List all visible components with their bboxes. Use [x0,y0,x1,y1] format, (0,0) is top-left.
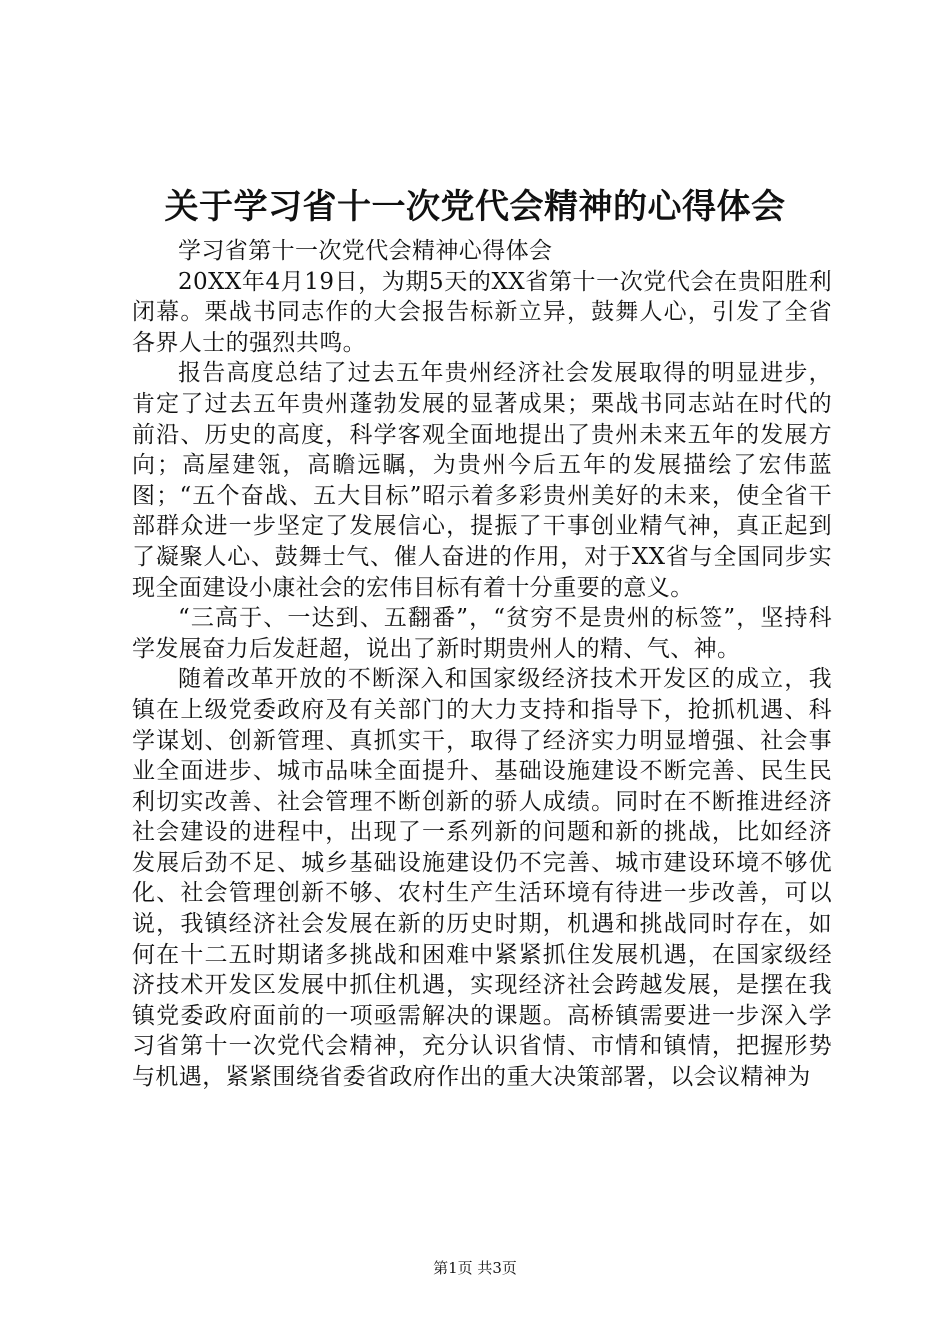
body-paragraph: 报告高度总结了过去五年贵州经济社会发展取得的明显进步，肯定了过去五年贵州蓬勃发展的显著成果；栗战书同志站在时代的前沿、历史的高度，科学客观全面地提出了贵州未来五年的发展方向；高屋建瓴，高瞻远瞩，为贵州今后五年的发展描绘了宏伟蓝图；“五个奋战、五大目标”昭示着多彩贵州美好的未来，使全省干部群众进一步坚定了发展信心，提振了干事创业精气神，真正起到了凝聚人心、鼓舞士气、催人奋进的作用，对于XX省与全国同步实现全面建设小康社会的宏伟目标有着十分重要的意义。 [132,360,832,601]
subtitle-paragraph: 学习省第十一次党代会精神心得体会 [178,238,553,264]
document-title: 关于学习省十一次党代会精神的心得体会 [164,187,786,227]
document-body [132,236,832,1093]
body-paragraph: 随着改革开放的不断深入和国家级经济技术开发区的成立，我镇在上级党委政府及有关部门的大力支持和指导下，抢抓机遇、科学谋划、创新管理、真抓实干，取得了经济实力明显增强、社会事业全面进步、城市品味全面提升、基础设施建设不断完善、民生民利切实改善、社会管理不断创新的骄人成绩。同时在不断推进经济社会建设的进程中，出现了一系列新的问题和新的挑战，比如经济发展后劲不足、城乡基础设施建设仍不完善、城市建设环境不够优化、社会管理创新不够、农村生产生活环境有待进一步改善，可以说，我镇经济社会发展在新的历史时期，机遇和挑战同时存在，如何在十二五时期诸多挑战和困难中紧紧抓住发展机遇，在国家级经济技术开发区发展中抓住机遇，实现经济社会跨越发展，是摆在我镇党委政府面前的一项亟需解决的课题。高桥镇需要进一步深入学习省第十一次党代会精神，充分认识省情、市情和镇情，把握形势与机遇，紧紧围绕省委省政府作出的重大决策部署，以会议精神为 [132,666,832,1091]
body-paragraph: 20XX年4月19日，为期5天的XX省第十一次党代会在贵阳胜利闭幕。栗战书同志作的大会报告标新立异，鼓舞人心，引发了全省各界人士的强烈共鸣。 [132,268,832,356]
body-paragraph: “三高于、一达到、五翻番”，“贫穷不是贵州的标签”，坚持科学发展奋力后发赶超，说出了新时期贵州人的精、气、神。 [132,605,832,662]
page-footer: 第1页 共3页 [433,1259,517,1277]
